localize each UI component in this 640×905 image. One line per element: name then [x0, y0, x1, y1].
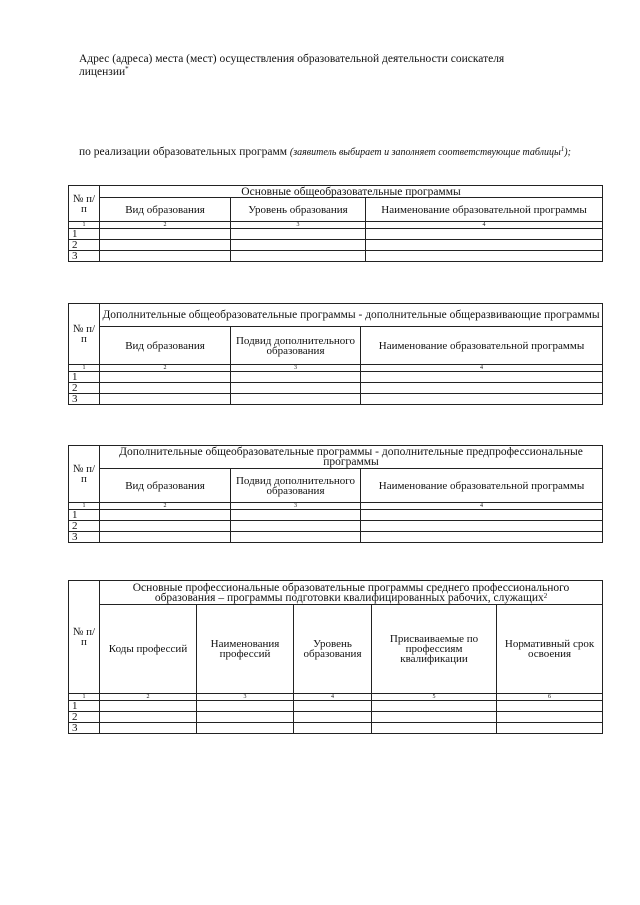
num-header: № п/п	[69, 581, 100, 694]
column-header: Вид образования	[100, 198, 231, 222]
table-cell[interactable]	[100, 372, 231, 383]
column-number: 1	[69, 694, 100, 701]
column-number: 3	[231, 365, 361, 372]
table-cell[interactable]	[100, 723, 197, 734]
footnote-marker: *	[125, 65, 129, 73]
column-header: Наименование образовательной программы	[361, 469, 603, 503]
table-cell[interactable]	[294, 701, 372, 712]
table-cell[interactable]	[361, 394, 603, 405]
num-header: № п/п	[69, 186, 100, 222]
column-number: 3	[231, 503, 361, 510]
row-number: 1	[69, 372, 100, 383]
column-header: Коды профессий	[100, 605, 197, 694]
table-cell[interactable]	[231, 394, 361, 405]
row-number: 1	[69, 701, 100, 712]
column-number: 2	[100, 365, 231, 372]
table-cell[interactable]	[100, 712, 197, 723]
address-line-2: лицензии	[79, 66, 126, 78]
row-number: 2	[69, 240, 100, 251]
table-cell[interactable]	[361, 510, 603, 521]
table-cell[interactable]	[231, 240, 366, 251]
column-number: 1	[69, 222, 100, 229]
table-row	[69, 701, 603, 712]
table-cell[interactable]	[197, 712, 294, 723]
table-cell[interactable]	[294, 712, 372, 723]
column-header: Нормативный срок освоения	[497, 605, 603, 694]
table-cell[interactable]	[100, 251, 231, 262]
table-cell[interactable]	[372, 723, 497, 734]
column-header: Уровень образования	[231, 198, 366, 222]
table-cell[interactable]	[197, 701, 294, 712]
table-cell[interactable]	[100, 521, 231, 532]
column-header: Подвид дополнительного образования	[231, 469, 361, 503]
row-number: 3	[69, 723, 100, 734]
table-title: Дополнительные общеобразовательные программы - дополнительные предпрофессиональные программы	[100, 446, 603, 469]
column-number: 4	[361, 503, 603, 510]
table-cell[interactable]	[361, 532, 603, 543]
table-cell[interactable]	[231, 521, 361, 532]
programs-intro-text: по реализации образовательных программ	[79, 146, 288, 158]
table-cell[interactable]	[361, 372, 603, 383]
table-row	[69, 521, 603, 532]
footnote-marker: 1	[560, 145, 565, 153]
column-header: Наименование образовательной программы	[366, 198, 603, 222]
table-row	[69, 240, 603, 251]
table-cell[interactable]	[361, 383, 603, 394]
table-cell[interactable]	[100, 394, 231, 405]
address-line-1: Адрес (адреса) места (мест) осуществления образовательной деятельности соискателя	[79, 53, 505, 65]
table-row	[69, 372, 603, 383]
table-cell[interactable]	[366, 240, 603, 251]
table-additional-preprofessional	[68, 445, 603, 543]
column-header: Наименования профессий	[197, 605, 294, 694]
table-cell[interactable]	[231, 532, 361, 543]
table-cell[interactable]	[294, 723, 372, 734]
column-header: Наименование образовательной программы	[361, 327, 603, 365]
footnote-marker: 2	[543, 591, 548, 600]
programs-intro-note: (заявитель выбирает и заполняет соответствующие таблицы$^1$);	[289, 145, 571, 158]
table-cell[interactable]	[497, 701, 603, 712]
table-vocational-programs	[68, 580, 603, 734]
table-additional-general-developing	[68, 303, 603, 405]
column-header: Уровень образования	[294, 605, 372, 694]
table-cell[interactable]	[231, 372, 361, 383]
row-number: 3	[69, 394, 100, 405]
column-number: 2	[100, 694, 197, 701]
row-number: 1	[69, 510, 100, 521]
num-header: № п/п	[69, 304, 100, 365]
table-cell[interactable]	[100, 532, 231, 543]
table-cell[interactable]	[100, 229, 231, 240]
column-number: 1	[69, 365, 100, 372]
table-row	[69, 712, 603, 723]
column-number: 5	[372, 694, 497, 701]
column-number: 4	[361, 365, 603, 372]
table-row	[69, 251, 603, 262]
table-cell[interactable]	[497, 712, 603, 723]
table-cell[interactable]	[100, 240, 231, 251]
table-cell[interactable]	[372, 712, 497, 723]
address-paragraph	[79, 53, 595, 79]
column-header: Вид образования	[100, 469, 231, 503]
table-cell[interactable]	[100, 383, 231, 394]
column-number: 3	[197, 694, 294, 701]
column-header: Подвид дополнительного образования	[231, 327, 361, 365]
row-number: 2	[69, 521, 100, 532]
table-row	[69, 532, 603, 543]
table-row	[69, 383, 603, 394]
table-cell[interactable]	[231, 251, 366, 262]
column-number: 1	[69, 503, 100, 510]
table-cell[interactable]	[197, 723, 294, 734]
table-basic-general-programs	[68, 185, 603, 262]
table-row	[69, 723, 603, 734]
column-number: 3	[231, 222, 366, 229]
table-cell[interactable]	[100, 510, 231, 521]
num-header: № п/п	[69, 446, 100, 503]
column-number: 2	[100, 222, 231, 229]
row-number: 3	[69, 251, 100, 262]
table-cell[interactable]	[231, 383, 361, 394]
table-cell[interactable]	[366, 251, 603, 262]
column-number: 4	[366, 222, 603, 229]
table-cell[interactable]	[100, 701, 197, 712]
row-number: 2	[69, 383, 100, 394]
table-cell[interactable]	[372, 701, 497, 712]
row-number: 1	[69, 229, 100, 240]
table-cell[interactable]	[366, 229, 603, 240]
table-title: Основные профессиональные образовательные программы среднего профессионального образования – программы подготовки квалифицированных рабочих, служащих$^2$	[100, 581, 603, 605]
table-row	[69, 394, 603, 405]
column-header: Присваиваемые по профессиям квалификации	[372, 605, 497, 694]
table-cell[interactable]	[361, 521, 603, 532]
column-header: Вид образования	[100, 327, 231, 365]
table-title: Основные общеобразовательные программы	[100, 186, 603, 198]
column-number: 4	[294, 694, 372, 701]
table-title: Дополнительные общеобразовательные программы - дополнительные общеразвивающие программы	[100, 304, 603, 327]
column-number: 2	[100, 503, 231, 510]
table-row	[69, 229, 603, 240]
table-cell[interactable]	[231, 510, 361, 521]
table-cell[interactable]	[497, 723, 603, 734]
row-number: 2	[69, 712, 100, 723]
programs-intro	[79, 146, 595, 159]
column-number: 6	[497, 694, 603, 701]
table-row	[69, 510, 603, 521]
table-cell[interactable]	[231, 229, 366, 240]
row-number: 3	[69, 532, 100, 543]
